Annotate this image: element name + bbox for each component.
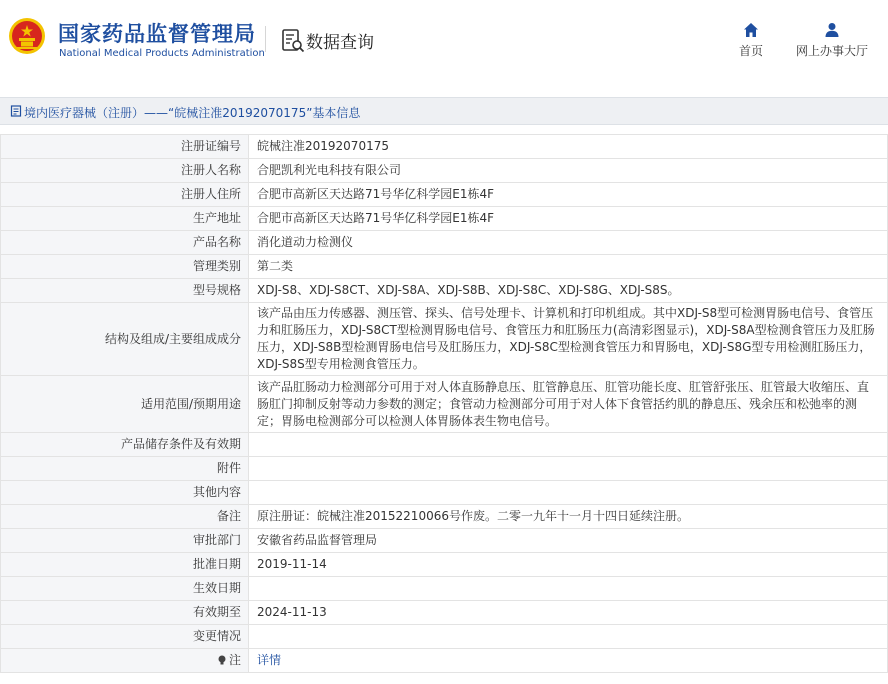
row-value-registrant-address: 合肥市高新区天达路71号华亿科学园E1栋4F [249,183,888,207]
note-label-text: 注 [228,653,241,667]
row-value-remarks: 原注册证：皖械注准20152210066号作废。二零一九年十一月十四日延续注册。 [249,505,888,529]
table-row [1,183,888,207]
nav-home-label: 首页 [738,44,763,58]
table-row [1,529,888,553]
row-value-attachment [249,457,888,481]
row-label-registrant-address: 注册人住所 [1,183,249,207]
table-row [1,279,888,303]
table-row [1,159,888,183]
row-value-other-content [249,481,888,505]
table-row [1,135,888,159]
row-label-structure-composition: 结构及组成/主要组成成分 [1,303,249,376]
page-title: 数据查询 [306,33,374,53]
site-header [0,0,888,86]
table-row [1,231,888,255]
user-icon [824,22,840,38]
row-label-note [1,649,249,673]
row-value-approval-date: 2019-11-14 [249,553,888,577]
row-label-approval-department: 审批部门 [1,529,249,553]
row-label-effective-date: 生效日期 [1,577,249,601]
bulb-icon [217,655,227,665]
details-link[interactable]: 详情 [257,653,282,667]
row-value-storage-validity [249,433,888,457]
table-row [1,303,888,376]
table-row [1,207,888,231]
table-row [1,457,888,481]
home-icon [743,22,759,38]
row-value-intended-use: 该产品肛肠动力检测部分可用于对人体直肠静息压、肛管静息压、肛管功能长度、肛管舒张压、肛管最大收缩压、直肠肛门抑制反射等动力参数的测定；食管动力检测部分可用于对人体下食管括约肌的静息压、残余压和松弛率的测定；胃肠电检测部分可以检测人体胃肠体表生物电信号。 [249,376,888,433]
row-label-product-name: 产品名称 [1,231,249,255]
table-row [1,255,888,279]
data-query-icon [281,28,305,54]
row-label-production-address: 生产地址 [1,207,249,231]
detail-table [0,134,888,673]
row-value-note [249,649,888,673]
row-label-change-status: 变更情况 [1,625,249,649]
table-row [1,649,888,673]
table-row [1,433,888,457]
row-label-storage-validity: 产品储存条件及有效期 [1,433,249,457]
row-label-other-content: 其他内容 [1,481,249,505]
row-label-valid-until: 有效期至 [1,601,249,625]
table-row [1,376,888,433]
row-value-management-category: 第二类 [249,255,888,279]
row-label-registrant-name: 注册人名称 [1,159,249,183]
row-value-model-spec: XDJ-S8、XDJ-S8CT、XDJ-S8A、XDJ-S8B、XDJ-S8C、XDJ-S8G、XDJ-S8S。 [249,279,888,303]
national-emblem-icon [8,17,46,55]
table-row [1,577,888,601]
table-row [1,553,888,577]
row-label-model-spec: 型号规格 [1,279,249,303]
breadcrumb [0,97,888,125]
header-divider [265,26,266,52]
row-value-valid-until: 2024-11-13 [249,601,888,625]
row-label-attachment: 附件 [1,457,249,481]
row-value-change-status [249,625,888,649]
document-icon [10,105,22,117]
breadcrumb-text: 境内医疗器械（注册）——“皖械注准20192070175”基本信息 [24,106,361,120]
row-value-registrant-name: 合肥凯利光电科技有限公司 [249,159,888,183]
row-label-approval-date: 批准日期 [1,553,249,577]
table-row [1,625,888,649]
table-row [1,481,888,505]
row-label-remarks: 备注 [1,505,249,529]
row-value-product-name: 消化道动力检测仪 [249,231,888,255]
nav-online-service-hall[interactable] [790,22,874,59]
brand-name-en: National Medical Products Administration [59,48,265,59]
row-label-intended-use: 适用范围/预期用途 [1,376,249,433]
row-value-effective-date [249,577,888,601]
table-row [1,505,888,529]
brand-name-cn: 国家药品监督管理局 [58,22,256,46]
row-value-structure-composition: 该产品由压力传感器、测压管、探头、信号处理卡、计算机和打印机组成。其中XDJ-S8型可检测胃肠电信号、食管压力和肛肠压力，XDJ-S8CT型检测胃肠电信号、食管压力和肛肠压力(高清彩图显示)，XDJ-S8A型检测食管压力及肛肠压力，XDJ-S8B型检测胃肠电信号及肛肠压力，XDJ-S8C型检测食管压力和胃肠电，XDJ-S8G型专用检测肛肠压力，XDJ-S8S型专用检测食管压力。 [249,303,888,376]
row-label-management-category: 管理类别 [1,255,249,279]
row-value-approval-department: 安徽省药品监督管理局 [249,529,888,553]
nav-online-label: 网上办事大厅 [795,44,868,58]
row-value-registration-number: 皖械注准20192070175 [249,135,888,159]
nav-home[interactable] [731,22,771,59]
row-value-production-address: 合肥市高新区天达路71号华亿科学园E1栋4F [249,207,888,231]
table-row [1,601,888,625]
row-label-registration-number: 注册证编号 [1,135,249,159]
